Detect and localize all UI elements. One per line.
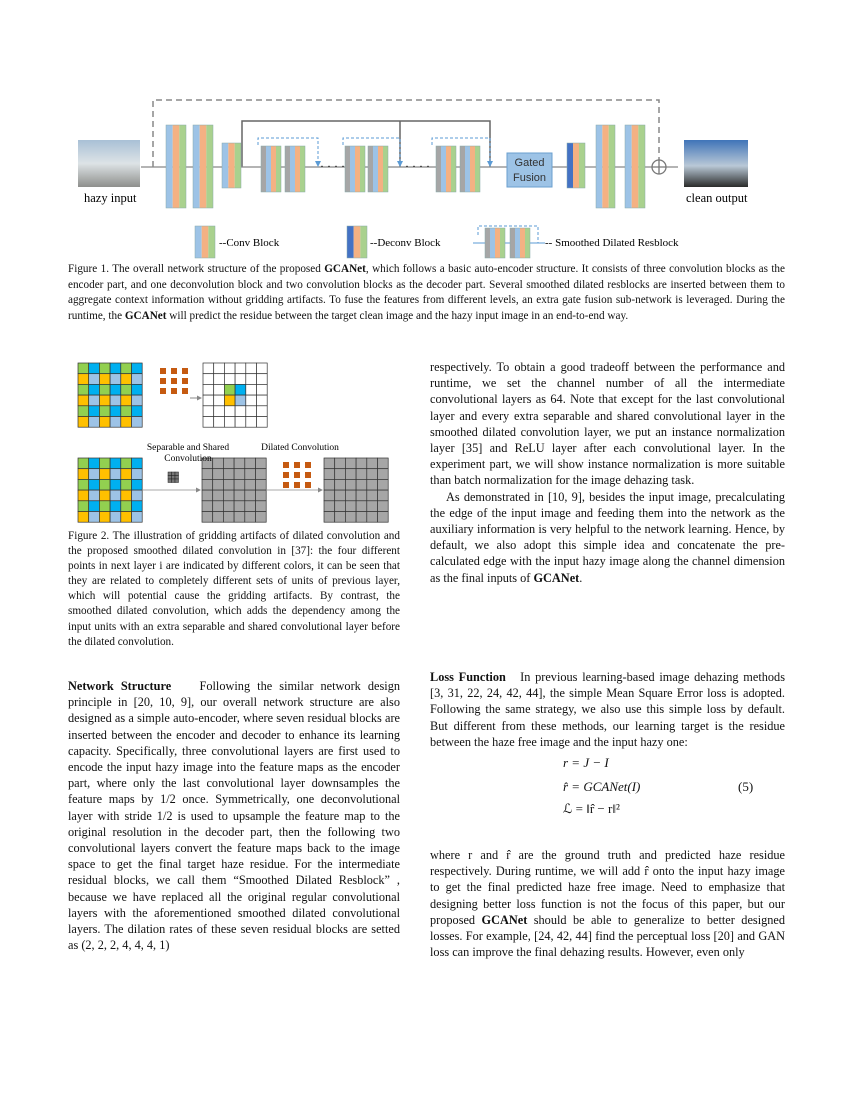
- conv-block: [625, 125, 645, 208]
- smoothed-grid: [202, 458, 266, 522]
- clean-output-image: [684, 140, 748, 187]
- network-structure-paragraph: Following the similar network design principle in [20, 10, 9], our overall network structure are also designed as a simple auto-encoder, where seven residual blocks are inserted between the encoder and decoder to enhance its learning capacity. Specifically, three convolutional layers are first used to encode the input hazy image into the feature maps as the encoder part, where only the last convolutional layer downsamples the feature maps by 1/2 once. Symmetrically, one deconvolutional layer with stride 1/2 is used to upsample the feature map to the original resolution in the decoder part, then the following two convolutional layers convert the feature maps back to the image space to get the final target haze residue. For the intermediate residual blocks, we call them “Smoothed Dilated Resblock” , because we have replaced all the original regular convolutional layers with the aforementioned smoothed dilated convolutional layers. The dilation rates of these seven residual blocks are setted as (2, 2, 2, 4, 4, 4, 1): [68, 679, 401, 953]
- input-grid: [78, 363, 142, 427]
- figure-1-caption: Figure 1. The overall network structure of the proposed GCANet, which follows a basic auto-encoder structure. It consists of three convolution blocks as the encoder part, and one deconvolution block and two convolution blocks as the decoder part. Several smoothed dilated resblocks are inserted between them to aggregate context information without gridding artifacts. To fuse the features from different levels, an extra gate fusion sub-network is leveraged. During the runtime, the GCANet will predict the residue between the target clean image and the hazy input image in an end-to-end way.: [68, 263, 785, 322]
- legend-deconv-label: --Deconv Block: [370, 237, 441, 249]
- legend-conv-label: --Conv Block: [219, 237, 280, 249]
- resblock-conv: [460, 146, 480, 192]
- output-grid: [203, 363, 267, 427]
- deconv-block: [567, 143, 585, 188]
- separable-shared-label: Separable and Shared: [146, 443, 230, 453]
- dilated-kernel-icon: [283, 462, 311, 488]
- separable-shared-label: Convolution: [164, 454, 212, 464]
- legend-resblock: [485, 228, 505, 258]
- equation-number: (5): [738, 779, 754, 794]
- hazy-input-label: hazy input: [84, 191, 137, 205]
- network-structure-heading: Network Structure: [68, 679, 172, 693]
- gated-fusion-label: Fusion: [512, 172, 547, 184]
- loss-function-heading: Loss Function: [430, 670, 506, 684]
- dilated-kernel-icon: [160, 368, 188, 394]
- right-column-bottom: where r and r̂ are the ground truth and predicted haze residue respectively. During runtime, we will add r̂ onto the input hazy image to get the final predicted haze free image. Need to emphasize that designing better loss function is not the focus of this paper, but our proposed GCANet should be able to generalize to better designed losses. For example, [24, 42, 44] find the perceptual loss [20] and GAN loss can improve the final dehazing results. However, even only: [430, 848, 786, 960]
- equation-line-1: r = J − I: [563, 755, 609, 770]
- paragraph: As demonstrated in [10, 9], besides the input image, precalculating the edge of the input image and feeding them into the network as the auxiliary information is very helpful to the network learning. Hence, by default, we also adopt this simple idea and concatenate the pre-calculated edge with the input hazy image along the channel dimension as the final inputs of GCANet.: [430, 489, 785, 585]
- resblock-conv: [436, 146, 456, 192]
- legend-resblock: [510, 228, 530, 258]
- input-grid: [78, 458, 142, 522]
- loss-function-section: Loss Function In previous learning-based image dehazing methods [3, 31, 22, 24, 42, 44], the simple Mean Square Error loss is adopted. Following the same strategy, we also use this simple loss by default. But different from these methods, our learning target is the residue between the haze free image and the input hazy one:: [430, 670, 785, 749]
- figure-2-caption: Figure 2. The illustration of gridding artifacts of dilated convolution and the proposed smoothed dilated convolution in [37]: the four different points in next layer i are indicated by different colors, it can be seen that they are related to completely different sets of units of previous layer, which will potential cause the gridding artifacts. By contrast, the smoothed dilated convolution, which adds the dependency among the input units with an extra separable and shared convolutional layer before the dilated convolution.: [68, 530, 400, 648]
- equation-line-3: ℒ = ‖r̂ − r‖²: [563, 801, 620, 816]
- paragraph: respectively. To obtain a good tradeoff between the performance and runtime, we set the channel number of all the intermediate convolutional layers as 64. Note that except for the last convolutional layer and every extra separable and shared convolutional layer in the smoothed dilated convolution layer, we put an instance normalization layer [35] and ReLU layer after each convolutional layer. In the experiment part, we will show instance normalization is more suitable than batch normalization for the image dehazing task.: [430, 360, 785, 488]
- right-column-top: [430, 359, 785, 586]
- equation-line-2: r̂ = GCANet(I): [563, 779, 641, 794]
- gated-fusion-label: Gated: [514, 157, 545, 169]
- shared-kernel-icon: [168, 472, 179, 483]
- dilated-output-grid: [324, 458, 388, 522]
- dilated-convolution-label: Dilated Convolution: [261, 443, 339, 453]
- dots-separator: · · · ·: [405, 159, 430, 173]
- left-column: [68, 678, 400, 953]
- clean-output-label: clean output: [686, 191, 748, 205]
- legend-resblock-label: -- Smoothed Dilated Resblock: [545, 237, 679, 249]
- dots-separator: · · · ·: [320, 159, 345, 173]
- conv-block: [596, 125, 615, 208]
- figure-2-diagram: [0, 0, 420, 530]
